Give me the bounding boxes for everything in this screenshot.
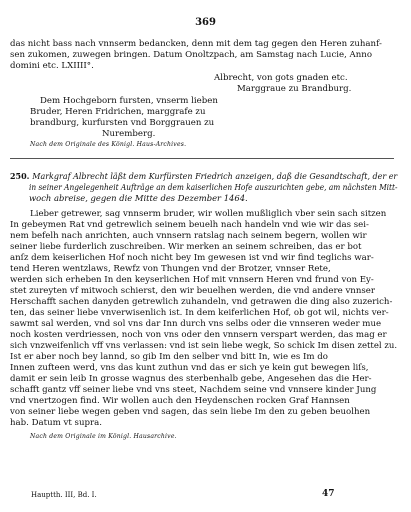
address-line: Dem Hochgeborn fursten, vnserm lieben — [40, 96, 218, 106]
summary-text: Markgraf Albrecht läßt dem Kurfürsten Friedrich anzeigen, daß die Gesandtschaft, der er — [32, 171, 398, 181]
body-line: damit er sein leib In grosse wagnus des sterbenhalb gebe, Angesehen das die Her- — [10, 374, 372, 384]
section-summary-line — [10, 171, 397, 181]
body-line: vnd vnertzogen find. Wir wollen auch den Heydenschen rocken Graf Hannsen — [10, 396, 350, 406]
section-summary-line: woch abreise, gegen die Mitte des Dezember 1464. — [29, 193, 248, 203]
page-number: 369 — [195, 17, 216, 28]
section-summary-line: in seiner Angelegenheit Aufträge an dem kaiserlichen Hofe auszurichten gebe, am nächsten Mitt- — [29, 182, 398, 192]
body-line: Lieber getrewer, sag vnnserm bruder, wir wollen mußliglich vber sein sach sitzen — [30, 209, 387, 219]
body-line: anſz dem keiserlichen Hof noch nicht bey Im gewesen ist vnd wir find teglichs war- — [10, 253, 374, 263]
body-line: stet zureyten vf mitwoch schierst, den wir beuelhen werden, die vnd andere vnnser — [10, 286, 375, 296]
body-line: hab. Datum vt supra. — [10, 418, 102, 428]
body-line: ten, das seiner liebe vnverwisenlich ist. In dem keiferlichen Hof, ob got wil, nichts ver- — [10, 308, 389, 318]
body-line: schafft gantz vff seiner liebe vnd vns steet, Nachdem seine vnd vnnsere kinder Jung — [10, 385, 377, 395]
body-line: tend Heren wentzlaws, Rewfz von Thungen vnd der Brotzer, vnnser Rete, — [10, 264, 331, 274]
body-line: seiner liebe furderlich zuschreiben. Wir merken an seinem schreiben, das er bot — [10, 242, 362, 252]
signature-line: Albrecht, von gots gnaden etc. — [214, 73, 348, 83]
body-line: sich vnzweifenlich vff vns verlassen: vnd ist sein liebe wegk, So schick Im disen zettel zu. — [10, 341, 398, 351]
signature-line: Marggraue zu Brandburg. — [237, 84, 352, 94]
footer-signature: 47 — [322, 489, 335, 499]
source-note: Nach dem Originale des Königl. Haus-Archives. — [30, 141, 187, 148]
section-number: 250. — [10, 171, 30, 181]
text-line: das nicht bass nach vnnserm bedancken, denn mit dem tag gegen den Heren zuhanf- — [10, 39, 382, 49]
body-line: werden sich erheben In den keyserlichen Hof mit vnnsern Heren vnd frund von Ey- — [10, 275, 374, 285]
body-line: Herschafft sachen danyden getrewlich zuhandeln, vnd getrawen die ding also zuzerich- — [10, 297, 393, 307]
section-divider — [10, 158, 394, 159]
footer-volume: Hauptth. III, Bd. I. — [31, 491, 97, 499]
text-line: domini etc. LXIIII°. — [10, 61, 94, 71]
address-line: brandburg, kurfursten vnd Borggrauen zu — [30, 118, 215, 128]
address-line: Bruder, Heren Fridrichen, marggrafe zu — [30, 107, 206, 117]
body-line: noch kosten verdriessen, noch von vns oder den vnnsern verspart werden, das mag er — [10, 330, 387, 340]
body-line: In gebeymen Rat vnd getrewlich seinem beuelh nach handeln vnd wie wir das sei- — [10, 220, 369, 230]
source-note: Nach dem Originale im Königl. Hausarchive. — [30, 433, 177, 440]
body-line: Innen zufteen werd, vns das kunt zuthun vnd das er sich ye kein gut bewegen liſs, — [10, 363, 369, 373]
address-line: Nuremberg. — [102, 129, 156, 139]
body-line: von seiner liebe wegen geben vnd sagen, das sein liebe Im den zu geben beuolhen — [10, 407, 371, 417]
body-line: sawmt sal werden, vnd sol vns dar Inn durch vns selbs oder die vnnseren weder mue — [10, 319, 382, 329]
body-line: nem befelh nach anrichten, auch vnnsern ratslag nach seinem begern, wollen wir — [10, 231, 367, 241]
text-line: sen zukomen, zuwegen bringen. Datum Onoltzpach, am Samstag nach Lucie, Anno — [10, 50, 372, 60]
body-line: Ist er aber noch bey lannd, so gib Im den selber vnd bitt In, wie es Im do — [10, 352, 328, 362]
